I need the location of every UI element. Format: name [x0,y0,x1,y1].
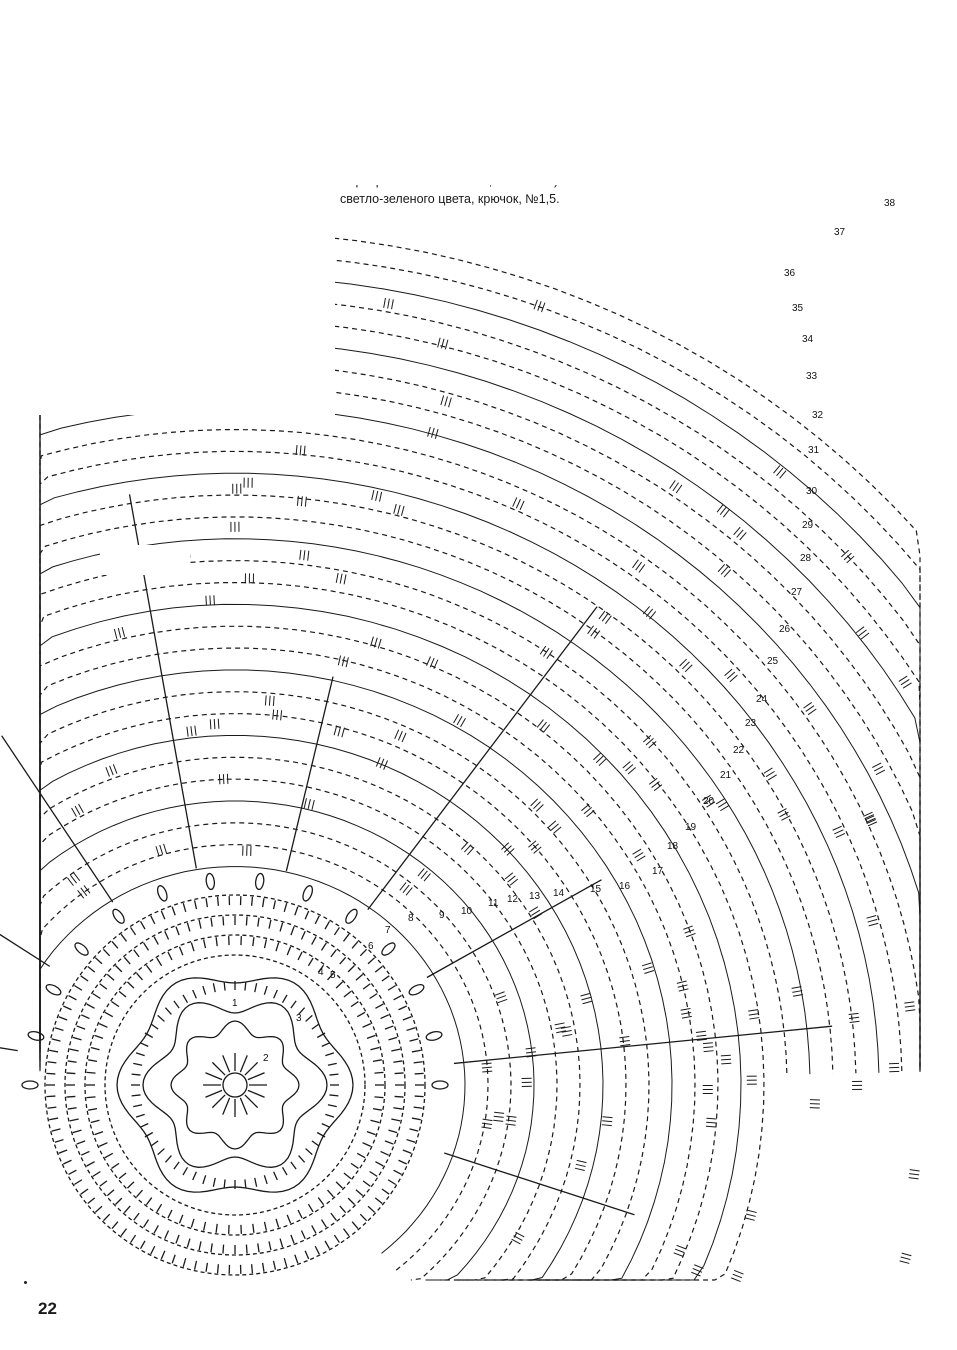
row-number-19: 19 [685,822,697,833]
row-number-12: 12 [507,894,519,905]
row-number-13: 13 [529,891,541,902]
row-number-27: 27 [791,587,803,598]
row-number-1: 1 [232,998,238,1009]
row-number-34: 34 [802,334,814,345]
row-number-11: 11 [488,898,499,909]
row-number-21: 21 [720,770,732,781]
margin-dot [24,1281,27,1284]
row-number-33: 33 [806,371,818,382]
row-number-26: 26 [779,624,791,635]
row-number-9: 9 [439,910,445,921]
row-number-7: 7 [385,925,391,936]
row-number-17: 17 [652,866,664,877]
row-number-32: 32 [812,410,824,421]
row-number-23: 23 [745,718,757,729]
row-number-24: 24 [756,694,768,705]
row-number-8: 8 [408,913,414,924]
row-number-35: 35 [792,303,804,314]
row-number-29: 29 [802,520,814,531]
row-number-16: 16 [619,881,631,892]
materials-text: светло-зеленого цвета, крючок, №1,5. [340,192,560,206]
page-number: 22 [38,1299,57,1318]
row-number-18: 18 [667,841,679,852]
row-number-38: 38 [884,198,896,209]
row-number-2: 2 [263,1053,269,1064]
row-number-28: 28 [800,553,812,564]
row-number-25: 25 [767,656,779,667]
row-number-22: 22 [733,745,745,756]
row-number-36: 36 [784,268,796,279]
row-number-5: 5 [330,970,336,981]
row-number-4: 4 [318,967,324,978]
row-number-6: 6 [368,941,374,952]
row-number-30: 30 [806,486,818,497]
row-number-3: 3 [296,1013,302,1024]
row-number-10: 10 [461,906,473,917]
row-number-20: 20 [703,796,715,807]
row-number-14: 14 [553,888,565,899]
row-number-31: 31 [808,445,820,456]
row-number-37: 37 [834,227,846,238]
row-number-15: 15 [590,884,602,895]
